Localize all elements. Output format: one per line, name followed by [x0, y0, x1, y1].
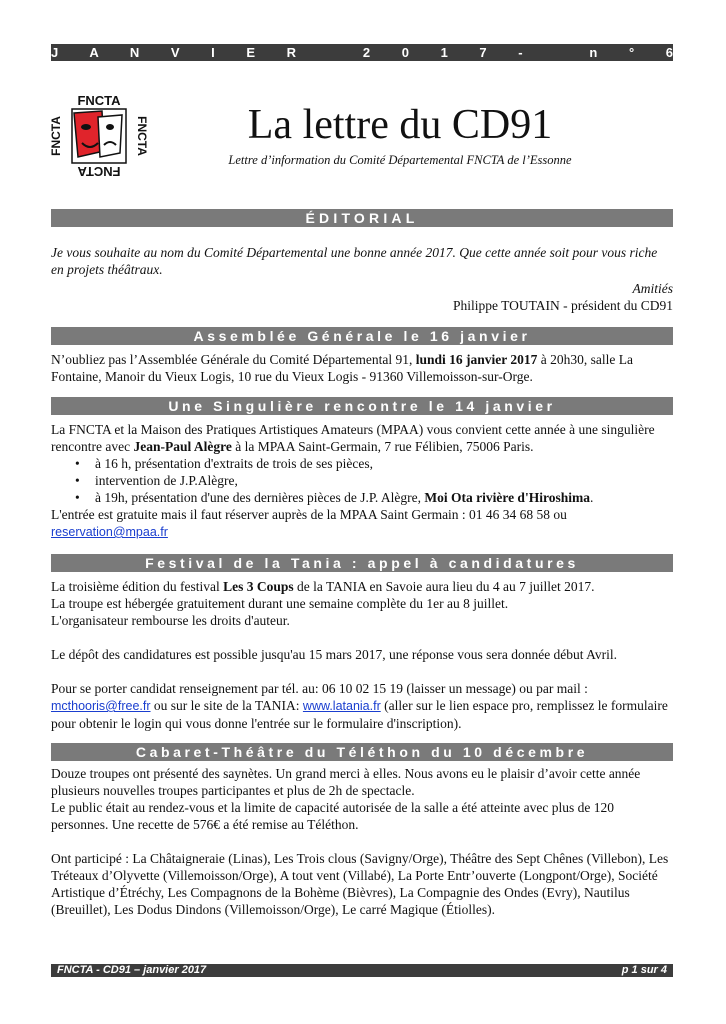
telethon-p1: Douze troupes ont présenté des saynètes. Un grand merci à elles. Nous avons eu le plaisir d’avoir cette année plusieurs nouvelles troupes participantes et plus de 2h de spectacle. [51, 766, 641, 798]
rencontre-heading: Une Singulière rencontre le 14 janvier [51, 397, 673, 415]
page [49, 44, 726, 918]
tania-heading: Festival de la Tania : appel à candidatures [51, 554, 673, 572]
telethon-participants: Ont participé : La Châtaigneraie (Linas), Les Trois clous (Savigny/Orge), Théâtre des Sept Chênes (Villebon), Les Tréteaux d’Olyvette (Villemoisson/Orge), A tout vent (Villabé), La Porte Entr’ouverte (Longpont/Orge), Société Artistique d’Étréchy, Les Compagnons de la Bohème (Bièvres), La Compagnie des Ondes (Evry), Nautilus (Breuillet), Les Dodus Dindons (Villemoisson/Orge), Le carré Magique (Étiolles). [51, 851, 669, 917]
assemblee-heading: Assemblée Générale le 16 janvier [51, 327, 673, 345]
footer-left: FNCTA - CD91 – janvier 2017 [57, 964, 207, 976]
tania-email-link[interactable]: mcthooris@free.fr [51, 699, 151, 713]
svg-text:FNCTA: FNCTA [135, 116, 149, 156]
page-title: La lettre du CD91 [247, 102, 553, 148]
assemblee-text: N’oubliez pas l’Assemblée Générale du Comité Départemental 91, lundi 16 janvier 2017 à 20h30, salle La Fontaine, Manoir du Vieux Logis, 10 rue du Vieux Logis - 91360 Villemoisson-sur-Orge. [51, 352, 634, 384]
list-item: • intervention de J.P.Alègre, [95, 472, 673, 489]
list-item: • à 19h, présentation d'une des dernières pièces de J.P. Alègre, Moi Ota rivière d'Hiroshima. [95, 489, 673, 506]
footer [51, 964, 673, 977]
masthead [51, 61, 673, 179]
tania-droits: L'organisateur rembourse les droits d'auteur. [51, 613, 290, 628]
tania-hebergement: La troupe est hébergée gratuitement durant une semaine complète du 1er au 8 juillet. [51, 596, 509, 611]
editorial-heading: ÉDITORIAL [51, 209, 673, 227]
issue-bar: J A N V I E R 2 0 1 7 - n ° 6 7 [51, 45, 726, 60]
page-number: p 1 sur 4 [621, 964, 667, 976]
editorial-closing: Amitiés [632, 281, 673, 296]
tania-site-link[interactable]: www.latania.fr [302, 699, 381, 713]
reservation-email-link[interactable]: reservation@mpaa.fr [51, 525, 168, 539]
rencontre-reservation: L'entrée est gratuite mais il faut réserver auprès de la MPAA Saint Germain : 01 46 34 68 58 ou [51, 507, 567, 522]
tania-contact: Pour se porter candidat renseignement par tél. au: 06 10 02 15 19 (laisser un message) ou par mail : [51, 681, 588, 696]
editorial-body: Je vous souhaite au nom du Comité Départemental une bonne année 2017. Que cette année soit pour vous riche en projets théâtraux. [51, 245, 658, 277]
editorial-signature: Philippe TOUTAIN - président du CD91 [452, 298, 673, 313]
rencontre-intro: La FNCTA et la Maison des Pratiques Artistiques Amateurs (MPAA) vous convient cette année à une singulière rencontre avec Jean-Paul Alègre à la MPAA Saint-Germain, 7 rue Félibien, 75006 Paris. [51, 422, 655, 454]
svg-text:FNCTA: FNCTA [49, 116, 63, 156]
svg-text:FNCTA: FNCTA [77, 164, 121, 179]
tania-links: mcthooris@free.fr ou sur le site de la TANIA: www.latania.fr (aller sur le lien espace pro, remplissez le formulaire pour obtenir le login qui vous donne l'entrée sur le formulaire d'inscription). [51, 698, 668, 731]
telethon-p2: Le public était au rendez-vous et la limite de capacité autorisée de la salle a été atteinte avec plus de 120 personnes. Une recette de 576€ a été remise au Téléthon. [51, 800, 614, 832]
telethon-heading: Cabaret-Théâtre du Téléthon du 10 décembre [51, 743, 673, 761]
logo-text-top: FNCTA [77, 93, 121, 108]
tania-intro: La troisième édition du festival Les 3 Coups de la TANIA en Savoie aura lieu du 4 au 7 juillet 2017. [51, 579, 595, 594]
page-subtitle: Lettre d’information du Comité Départemental FNCTA de l’Essonne [228, 153, 572, 167]
tania-depot: Le dépôt des candidatures est possible jusqu'au 15 mars 2017, une réponse vous sera donnée début Avril. [51, 647, 618, 662]
list-item: • à 16 h, présentation d'extraits de trois de ses pièces, [95, 455, 673, 472]
rencontre-list [51, 455, 673, 506]
